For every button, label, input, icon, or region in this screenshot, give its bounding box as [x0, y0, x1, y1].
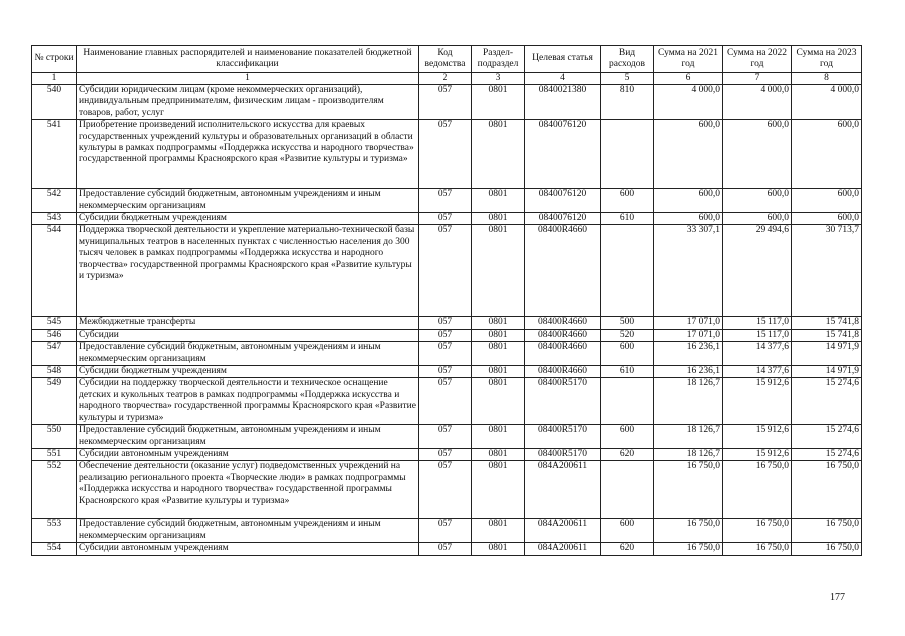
row-number: 543	[32, 213, 77, 225]
row-target: 0840021380	[525, 85, 601, 120]
row-dept-code: 057	[419, 189, 472, 213]
row-sum-2023: 14 971,9	[792, 366, 862, 378]
row-dept-code: 057	[419, 317, 472, 329]
row-sum-2023: 600,0	[792, 120, 862, 189]
row-sum-2021: 600,0	[654, 213, 723, 225]
row-name: Субсидии юридическим лицам (кроме некоммерческих организаций), индивидуальным предпринимателям, физическим лицам - производителям товаров, работ, услуг	[77, 85, 419, 120]
row-sum-2023: 600,0	[792, 189, 862, 213]
row-sum-2021: 16 750,0	[654, 519, 723, 543]
row-dept-code: 057	[419, 342, 472, 366]
row-number: 545	[32, 317, 77, 329]
row-sum-2022: 16 750,0	[723, 543, 792, 555]
row-sum-2023: 16 750,0	[792, 543, 862, 555]
row-number: 541	[32, 120, 77, 189]
column-number-row	[32, 73, 862, 85]
row-dept-code: 057	[419, 225, 472, 317]
table-row	[32, 461, 862, 519]
row-number: 542	[32, 189, 77, 213]
row-sum-2023: 30 713,7	[792, 225, 862, 317]
page-number: 177	[830, 592, 845, 603]
row-exp-type	[601, 461, 654, 519]
row-sum-2022: 600,0	[723, 120, 792, 189]
row-target: 08400R5170	[525, 425, 601, 449]
row-dept-code: 057	[419, 519, 472, 543]
row-dept-code: 057	[419, 461, 472, 519]
row-sum-2023: 14 971,9	[792, 342, 862, 366]
row-section: 0801	[472, 543, 525, 555]
row-name: Поддержка творческой деятельности и укрепление материально-технической базы муниципальных театров в населенных пунктах с численностью населения до 300 тысяч человек в рамках подпрограммы «Поддержка искусства и народного творчества» государственной программы Красноярского края «Развитие культуры и туризма»	[77, 225, 419, 317]
header-exp-type: Вид расходов	[601, 46, 654, 73]
row-section: 0801	[472, 519, 525, 543]
table-row	[32, 120, 862, 189]
row-sum-2022: 14 377,6	[723, 342, 792, 366]
row-number: 547	[32, 342, 77, 366]
header-sum-2023: Сумма на 2023 год	[792, 46, 862, 73]
row-target: 08400R4660	[525, 342, 601, 366]
row-sum-2023: 4 000,0	[792, 85, 862, 120]
row-number: 552	[32, 461, 77, 519]
row-sum-2021: 18 126,7	[654, 425, 723, 449]
row-target: 0840076120	[525, 120, 601, 189]
row-name: Обеспечение деятельности (оказание услуг) подведомственных учреждений на реализацию регионального проекта «Творческие люди» в рамках подпрограммы «Поддержка искусства и народного творчества» государственной программы Красноярского края «Развитие культуры и туризма»	[77, 461, 419, 519]
table-row	[32, 366, 862, 378]
row-name: Предоставление субсидий бюджетным, автономным учреждениям и иным некоммерческим организациям	[77, 342, 419, 366]
row-section: 0801	[472, 225, 525, 317]
row-sum-2022: 29 494,6	[723, 225, 792, 317]
row-number: 544	[32, 225, 77, 317]
row-exp-type: 810	[601, 85, 654, 120]
row-target: 08400R5170	[525, 448, 601, 460]
row-exp-type	[601, 120, 654, 189]
column-number: 2	[419, 73, 472, 85]
row-exp-type: 610	[601, 213, 654, 225]
table-row	[32, 448, 862, 460]
row-exp-type: 610	[601, 366, 654, 378]
row-number: 553	[32, 519, 77, 543]
table-row	[32, 378, 862, 425]
row-section: 0801	[472, 342, 525, 366]
header-target: Целевая статья	[525, 46, 601, 73]
table-row	[32, 425, 862, 449]
row-number: 551	[32, 448, 77, 460]
column-number: 3	[472, 73, 525, 85]
row-sum-2022: 15 912,6	[723, 425, 792, 449]
row-sum-2021: 600,0	[654, 189, 723, 213]
row-name: Межбюджетные трансферты	[77, 317, 419, 329]
row-section: 0801	[472, 120, 525, 189]
row-exp-type: 600	[601, 189, 654, 213]
column-number: 8	[792, 73, 862, 85]
row-section: 0801	[472, 448, 525, 460]
row-target: 08400R4660	[525, 317, 601, 329]
row-section: 0801	[472, 366, 525, 378]
budget-table	[31, 45, 862, 556]
row-exp-type: 600	[601, 519, 654, 543]
row-sum-2022: 4 000,0	[723, 85, 792, 120]
row-sum-2021: 16 750,0	[654, 543, 723, 555]
header-sum-2022: Сумма на 2022 год	[723, 46, 792, 73]
row-exp-type	[601, 225, 654, 317]
row-sum-2021: 18 126,7	[654, 378, 723, 425]
row-target: 084A200611	[525, 519, 601, 543]
row-exp-type: 500	[601, 317, 654, 329]
row-sum-2022: 15 912,6	[723, 448, 792, 460]
row-number: 549	[32, 378, 77, 425]
row-name: Субсидии бюджетным учреждениям	[77, 366, 419, 378]
row-sum-2023: 15 741,8	[792, 317, 862, 329]
header-row-num: № строки	[32, 46, 77, 73]
row-sum-2022: 15 117,0	[723, 317, 792, 329]
row-target: 08400R4660	[525, 329, 601, 341]
row-sum-2021: 17 071,0	[654, 329, 723, 341]
row-sum-2022: 600,0	[723, 189, 792, 213]
column-number: 4	[525, 73, 601, 85]
row-target: 084A200611	[525, 543, 601, 555]
row-sum-2021: 17 071,0	[654, 317, 723, 329]
row-dept-code: 057	[419, 329, 472, 341]
row-exp-type	[601, 378, 654, 425]
row-number: 546	[32, 329, 77, 341]
row-section: 0801	[472, 213, 525, 225]
header-section: Раздел-подраздел	[472, 46, 525, 73]
row-name: Субсидии на поддержку творческой деятельности и техническое оснащение детских и кукольных театров в рамках подпрограммы «Поддержка искусства и народного творчества» государственной программы Красноярского края «Развитие культуры и туризма»	[77, 378, 419, 425]
row-sum-2023: 15 274,6	[792, 378, 862, 425]
table-row	[32, 317, 862, 329]
row-sum-2021: 4 000,0	[654, 85, 723, 120]
row-exp-type: 600	[601, 342, 654, 366]
row-target: 084A200611	[525, 461, 601, 519]
row-number: 554	[32, 543, 77, 555]
row-dept-code: 057	[419, 366, 472, 378]
row-dept-code: 057	[419, 120, 472, 189]
row-section: 0801	[472, 85, 525, 120]
row-sum-2023: 15 741,8	[792, 329, 862, 341]
row-dept-code: 057	[419, 425, 472, 449]
row-section: 0801	[472, 378, 525, 425]
row-section: 0801	[472, 317, 525, 329]
table-row	[32, 543, 862, 555]
row-dept-code: 057	[419, 378, 472, 425]
header-name: Наименование главных распорядителей и наименование показателей бюджетной классификации	[77, 46, 419, 73]
row-sum-2021: 16 236,1	[654, 366, 723, 378]
row-target: 0840076120	[525, 213, 601, 225]
column-number: 1	[32, 73, 77, 85]
row-sum-2021: 600,0	[654, 120, 723, 189]
table-row	[32, 342, 862, 366]
row-target: 08400R4660	[525, 366, 601, 378]
row-target: 08400R5170	[525, 378, 601, 425]
row-sum-2021: 18 126,7	[654, 448, 723, 460]
row-exp-type: 600	[601, 425, 654, 449]
row-sum-2021: 16 236,1	[654, 342, 723, 366]
row-section: 0801	[472, 329, 525, 341]
row-sum-2022: 14 377,6	[723, 366, 792, 378]
row-dept-code: 057	[419, 543, 472, 555]
row-number: 550	[32, 425, 77, 449]
table-row	[32, 225, 862, 317]
row-name: Предоставление субсидий бюджетным, автономным учреждениям и иным некоммерческим организациям	[77, 189, 419, 213]
column-number: 6	[654, 73, 723, 85]
row-dept-code: 057	[419, 85, 472, 120]
column-number: 1	[77, 73, 419, 85]
header-row	[32, 46, 862, 73]
row-section: 0801	[472, 461, 525, 519]
row-sum-2023: 16 750,0	[792, 519, 862, 543]
table-row	[32, 85, 862, 120]
column-number: 5	[601, 73, 654, 85]
table-row	[32, 329, 862, 341]
row-number: 540	[32, 85, 77, 120]
row-name: Предоставление субсидий бюджетным, автономным учреждениям и иным некоммерческим организациям	[77, 519, 419, 543]
row-name: Предоставление субсидий бюджетным, автономным учреждениям и иным некоммерческим организациям	[77, 425, 419, 449]
row-exp-type: 520	[601, 329, 654, 341]
row-name: Приобретение произведений исполнительского искусства для краевых государственных учреждений культуры и образовательных организаций в области культуры в рамках подпрограммы «Поддержка искусства и народного творчества» государственной программы Красноярского края «Развитие культуры и туризма»	[77, 120, 419, 189]
table-row	[32, 213, 862, 225]
row-dept-code: 057	[419, 448, 472, 460]
row-sum-2022: 15 912,6	[723, 378, 792, 425]
row-sum-2022: 15 117,0	[723, 329, 792, 341]
row-name: Субсидии	[77, 329, 419, 341]
table-row	[32, 519, 862, 543]
row-sum-2022: 16 750,0	[723, 461, 792, 519]
row-sum-2023: 16 750,0	[792, 461, 862, 519]
row-exp-type: 620	[601, 543, 654, 555]
row-name: Субсидии бюджетным учреждениям	[77, 213, 419, 225]
row-target: 08400R4660	[525, 225, 601, 317]
row-exp-type: 620	[601, 448, 654, 460]
row-sum-2023: 600,0	[792, 213, 862, 225]
row-section: 0801	[472, 189, 525, 213]
row-sum-2021: 33 307,1	[654, 225, 723, 317]
row-number: 548	[32, 366, 77, 378]
row-sum-2022: 600,0	[723, 213, 792, 225]
row-target: 0840076120	[525, 189, 601, 213]
row-section: 0801	[472, 425, 525, 449]
row-sum-2023: 15 274,6	[792, 425, 862, 449]
row-sum-2023: 15 274,6	[792, 448, 862, 460]
header-dept-code: Код ведомства	[419, 46, 472, 73]
row-name: Субсидии автономным учреждениям	[77, 448, 419, 460]
row-sum-2021: 16 750,0	[654, 461, 723, 519]
table-row	[32, 189, 862, 213]
row-dept-code: 057	[419, 213, 472, 225]
header-sum-2021: Сумма на 2021 год	[654, 46, 723, 73]
column-number: 7	[723, 73, 792, 85]
row-sum-2022: 16 750,0	[723, 519, 792, 543]
row-name: Субсидии автономным учреждениям	[77, 543, 419, 555]
